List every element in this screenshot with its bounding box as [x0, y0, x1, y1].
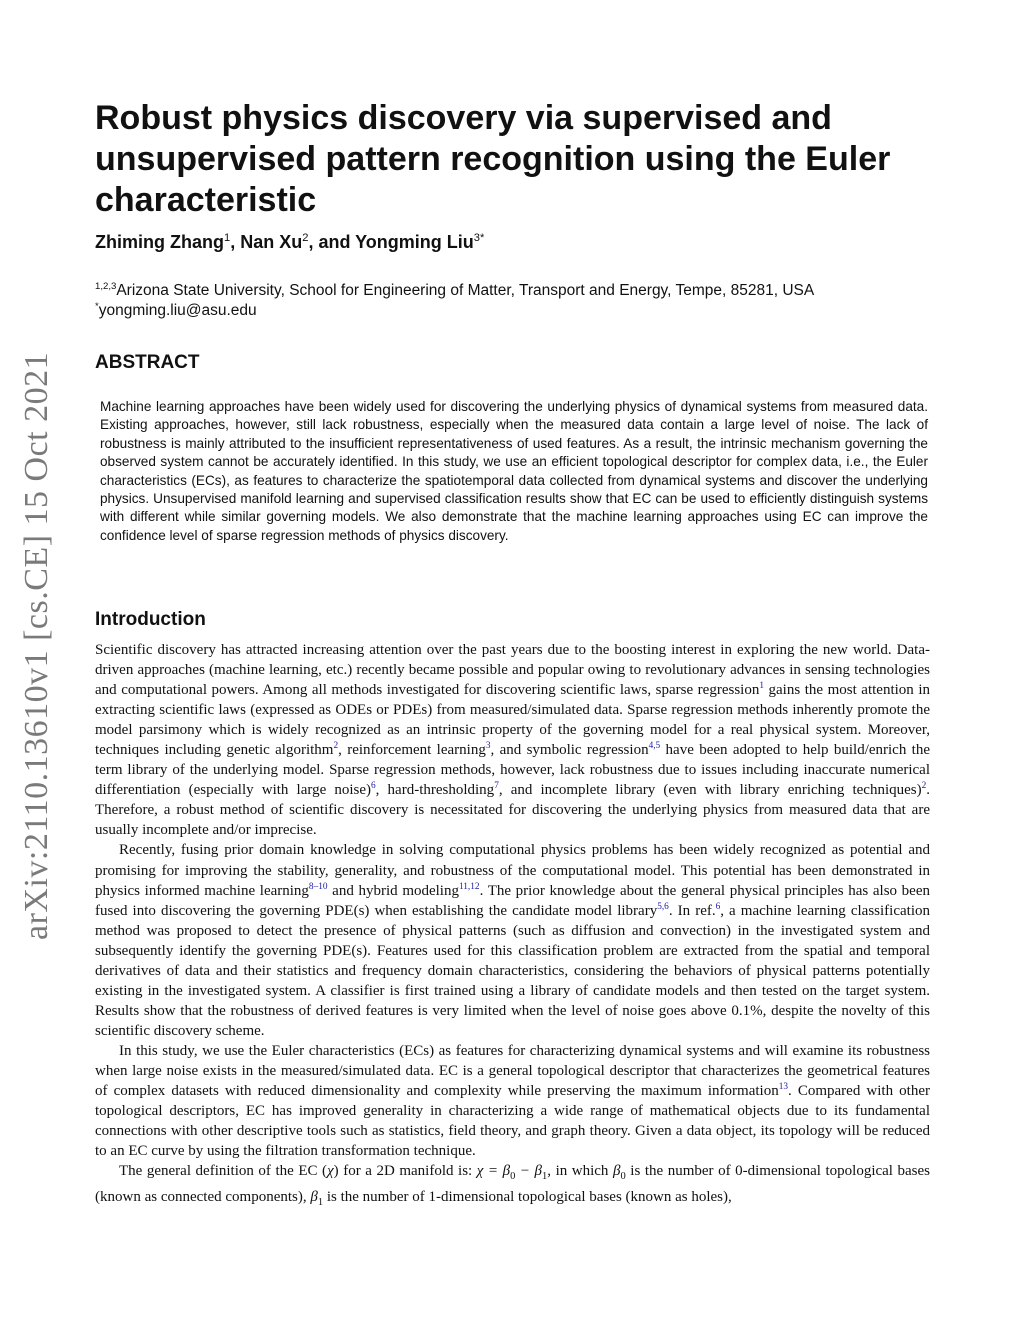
author-name: Zhiming Zhang [95, 232, 224, 252]
introduction-body [95, 640, 930, 1213]
math-symbol: χ [327, 1163, 334, 1180]
math-symbol: β [310, 1189, 318, 1206]
citation-link[interactable]: 5,6 [657, 901, 669, 912]
author-affiliation-mark: 1 [223, 232, 231, 244]
contact-email: *yongming.liu@asu.edu [95, 300, 257, 319]
citation-link[interactable]: 7 [494, 781, 499, 792]
arxiv-identifier: arXiv:2110.13610v1 [cs.CE] 15 Oct 2021 [18, 351, 55, 940]
citation-link[interactable]: 13 [778, 1082, 789, 1093]
introduction-heading: Introduction [95, 609, 206, 630]
math-symbol: χ = β [476, 1163, 511, 1180]
body-paragraph: Recently, fusing prior domain knowledge in solving computational physics problems has been widely recognized as potential and promising for improving the stability, generality, and robustness of the computational model. This potential has been demonstrated in physics informed machine learning$^{8-10}$ and hybrid modeling$^{11,12}$. The prior knowledge about the general physical principles has also been fused into discovering the governing PDE(s) when establishing the candidate model library$^{5,6}$. In ref.$^6$, a machine learning classification method was proposed to detect the presence of physical patterns (such as diffusion and convection) in the investigated system and subsequently identify the governing PDE(s). Features used for this classification problem are extracted from the spatial and temporal derivatives of data and their statistics and frequency domain characteristics, considering the behaviors of physical patterns potentially existing in the investigated system. A classifier is first trained using a library of candidate models and then tested on the target system. Results show that the robustness of derived features is very limited when the level of noise goes above 0.1%, despite the novelty of this scientific discovery scheme. [95, 842, 931, 1039]
author-name: Nan Xu [240, 232, 303, 252]
citation-link[interactable]: 6 [715, 901, 721, 912]
body-paragraph: The general definition of the EC (χ) for a 2D manifold is: $\chi = \beta_0 - \beta_1$, in which $\beta_0$ is the number of 0-dimensional topological bases (known as connected components), $\beta_1$ is the number of 1-dimensional topological bases (known as holes), [95, 1163, 931, 1209]
math-subscript: 1 [542, 1171, 548, 1183]
author-name: Yongming Liu [355, 232, 474, 252]
math-subscript: 0 [510, 1171, 516, 1183]
abstract-text: Machine learning approaches have been widely used for discovering the underlying physics of dynamical systems from measured data. Existing approaches, however, still lack robustness, especially when the measured data contain a large level of noise. The lack of robustness is mainly attributed to the insufficient representativeness of used features. As a result, the intrinsic mechanism governing the observed system cannot be accurately identified. In this study, we use an efficient topological descriptor for complex data, i.e., the Euler characteristics (ECs), as features to characterize the spatiotemporal data collected from dynamical systems and discover the underlying physics. Unsupervised manifold learning and supervised classification results show that EC can be used to efficiently distinguish systems with different while similar governing models. We also demonstrate that the machine learning approaches using EC can improve the confidence level of sparse regression methods of physics discovery. [100, 399, 928, 543]
citation-link[interactable]: 4,5 [648, 741, 661, 752]
citation-link[interactable]: 2 [921, 781, 927, 792]
author-list: Zhiming Zhang$^1$, Nan Xu$^2$, and Yongming Liu$^{3*}$ [95, 232, 485, 252]
body-paragraph: In this study, we use the Euler characteristics (ECs) as features for characterizing dynamical systems and will examine its robustness when large noise exists in the measured/simulated data. EC is a general topological descriptor that characterizes the geometrical features of complex datasets with reduced dimensionality and complexity while preserving the maximum information$^{13}$. Compared with other topological descriptors, EC has improved generality in characterizing a wide range of mathematical objects due to its fundamental connections with other descriptive tools such as statistics, field theory, and graph theory. Given a data object, its topology will be reduced to an EC curve by using the filtration transformation technique. [95, 1042, 930, 1160]
citation-link[interactable]: 8–10 [308, 881, 328, 892]
affiliation: $^{1,2,3}$Arizona State University, School for Engineering of Matter, Transport and Energy, Tempe, 85281, USA [95, 280, 815, 299]
author-affiliation-mark: 2 [302, 232, 309, 244]
affiliation-block [95, 281, 955, 321]
citation-link[interactable]: 3 [485, 741, 491, 752]
citation-link[interactable]: 6 [371, 781, 376, 792]
body-paragraph: Scientific discovery has attracted increasing attention over the past years due to the boosting interest in exploring the new world. Data-driven approaches (machine learning, etc.) recently became possible and popular owing to revolutionary advances in sensing technologies and computational powers. Among all methods investigated for discovering scientific laws, sparse regression$^1$ gains the most attention in extracting scientific laws (expressed as ODEs or PDEs) from measured/simulated data. Sparse regression methods inherently promote the model parsimony which is widely recognized as an intrinsic property of the governing model for a real physical system. Moreover, techniques including genetic algorithm$^2$, reinforcement learning$^3$, and symbolic regression$^{4,5}$ have been adopted to help build/enrich the term library of the underlying model. Sparse regression methods, however, lack robustness due to issues including inaccurate numerical differentiation (especially with large noise)$^6$, hard-thresholding$^7$, and incomplete library (even with library enriching techniques)$^2$. Therefore, a robust method of scientific discovery is necessitated for discovering the underlying physics from measured data that are usually incomplete and/or imprecise. [95, 642, 931, 839]
citation-link[interactable]: 2 [333, 741, 339, 752]
math-subscript: 1 [317, 1197, 324, 1209]
citation-link[interactable]: 11,12 [458, 881, 480, 892]
math-symbol: β [613, 1163, 621, 1180]
abstract-heading: ABSTRACT [95, 352, 200, 373]
math-subscript: 0 [620, 1171, 626, 1183]
paper-title: Robust physics discovery via supervised and unsupervised pattern recognition using the Euler characteristic [95, 99, 891, 219]
author-affiliation-mark: 3* [473, 232, 485, 244]
math-symbol: − β [515, 1163, 543, 1180]
citation-link[interactable]: 1 [759, 681, 764, 692]
